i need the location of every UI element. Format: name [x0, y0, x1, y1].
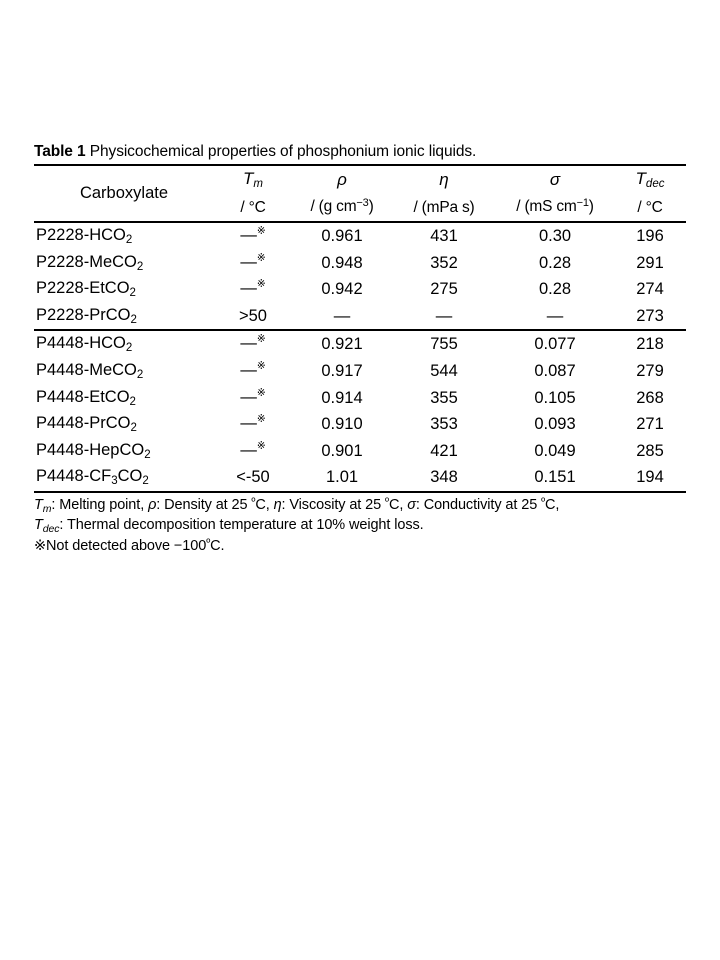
header-symbol-tdec: [614, 166, 686, 194]
header-unit-tm: [214, 194, 292, 221]
reference-mark-icon: ※: [256, 225, 266, 237]
footnote-eta-tail: C,: [388, 496, 408, 513]
cell-decomposition-temperature: 291: [636, 253, 664, 272]
cell-conductivity: 0.28: [538, 280, 572, 299]
cell-carboxylate: P4448-EtCO$_2$: [36, 387, 136, 408]
degree-icon-3: º: [541, 495, 546, 508]
cell-viscosity: 352: [430, 253, 458, 272]
cell-melting-point: —※: [240, 386, 266, 406]
table-row: [34, 464, 686, 491]
cell-density: 0.942: [321, 280, 363, 299]
header-symbol-sigma: [496, 166, 614, 194]
footnote-rho-tail: C,: [255, 496, 274, 513]
cell-viscosity: 355: [430, 388, 458, 407]
table-footnotes: [34, 493, 686, 558]
cell-conductivity: 0.077: [534, 335, 576, 354]
cell-conductivity: 0.087: [534, 361, 576, 380]
table-row: [34, 250, 686, 277]
footnote-rho-text: : Density at 25: [156, 496, 252, 513]
cell-decomposition-temperature: 279: [636, 361, 664, 380]
cell-carboxylate: P2228-MeCO$_2$: [36, 252, 144, 273]
cell-melting-point: <-50: [236, 468, 270, 487]
cell-viscosity: 544: [430, 361, 458, 380]
cell-decomposition-temperature: 273: [636, 306, 664, 325]
header-symbol-rho: [292, 166, 392, 194]
reference-mark-icon: ※: [256, 278, 266, 291]
unit-rho-exp: −3: [356, 197, 369, 209]
cell-viscosity: 348: [430, 468, 458, 487]
cell-melting-point: —※: [240, 278, 266, 298]
symbol-tm-sub: m: [253, 178, 263, 190]
table-row: [34, 223, 686, 250]
table-row: [34, 303, 686, 330]
unit-rho-tail: ): [368, 198, 374, 215]
degree-icon-4: º: [206, 536, 211, 549]
cell-carboxylate: $P2228-HCO_2$: [36, 226, 133, 246]
table-1-block: [34, 142, 686, 557]
symbol-rho: ρ: [337, 170, 347, 189]
unit-tdec: / °C: [637, 199, 663, 216]
table-caption-text: Physicochemical properties of phosphonium ionic liquids.: [89, 143, 477, 160]
header-row-symbols: [34, 166, 686, 194]
cell-conductivity: 0.093: [534, 415, 576, 434]
cell-conductivity: 0.151: [534, 468, 576, 487]
cell-carboxylate: P2228-PrCO$_2$: [36, 305, 137, 326]
footnote-rho-symbol: ρ: [148, 496, 157, 513]
degree-icon-1: º: [251, 495, 256, 508]
footnote-mark-text: ※Not detected above −100: [34, 537, 207, 554]
footnote-tdec-sub: dec: [42, 523, 60, 536]
cell-conductivity: 0.105: [534, 388, 576, 407]
table-caption-label: Table 1: [34, 143, 86, 160]
symbol-eta: η: [439, 170, 449, 189]
footnote-tm-text: : Melting point,: [51, 496, 149, 513]
reference-mark-icon: ※: [256, 251, 266, 264]
header-symbol-tm: [214, 166, 292, 194]
footnote-line-2: [34, 516, 686, 537]
reference-mark-icon: ※: [256, 386, 266, 399]
symbol-tdec-sub: dec: [645, 178, 665, 190]
table-header: [34, 166, 686, 221]
footnote-tdec-symbol: T: [34, 517, 43, 534]
cell-decomposition-temperature: 271: [636, 415, 664, 434]
table-caption: [34, 142, 686, 164]
cell-melting-point: >50: [239, 306, 267, 325]
unit-eta: / (mPa s): [413, 199, 475, 216]
table-row: [34, 358, 686, 385]
cell-melting-point: —※: [240, 359, 266, 379]
cell-carboxylate: $P4448-CF_3CO_2$: [36, 467, 149, 488]
table-row: [34, 276, 686, 303]
unit-rho: / (g cm: [310, 198, 357, 215]
header-unit-tdec: [614, 194, 686, 221]
cell-carboxylate: P4448-MeCO$_2$: [36, 360, 144, 381]
cell-viscosity: 755: [430, 335, 458, 354]
header-unit-eta: [392, 194, 496, 221]
cell-decomposition-temperature: 218: [636, 335, 664, 354]
cell-density: 0.917: [321, 361, 363, 380]
symbol-tdec: T: [635, 169, 646, 188]
cell-decomposition-temperature: 196: [636, 227, 664, 245]
cell-viscosity: 421: [430, 441, 458, 460]
footnote-tdec-text: : Thermal decomposition temperature at 10% weight loss.: [59, 517, 424, 534]
cell-conductivity: 0.30: [538, 227, 572, 245]
cell-decomposition-temperature: 274: [636, 280, 664, 299]
cell-decomposition-temperature: 285: [636, 441, 664, 460]
footnote-tm-sub: m: [42, 502, 52, 515]
cell-density: 0.948: [321, 253, 363, 272]
symbol-sigma: σ: [549, 170, 561, 189]
table-body-group-1: [34, 223, 686, 329]
symbol-tm: T: [243, 169, 254, 188]
header-carboxylate: Carboxylate: [79, 184, 169, 202]
footnote-line-1: [34, 496, 686, 517]
cell-viscosity: —: [435, 306, 453, 325]
footnote-sigma-symbol: σ: [407, 496, 416, 513]
footnote-eta-symbol: η: [273, 496, 282, 513]
cell-melting-point: —※: [240, 439, 266, 459]
cell-density: 0.961: [321, 227, 363, 245]
table-row: [34, 411, 686, 438]
degree-icon-2: º: [385, 495, 389, 508]
header-unit-rho: [292, 194, 392, 221]
cell-melting-point: —※: [240, 251, 266, 271]
cell-density: 0.914: [321, 388, 363, 407]
cell-decomposition-temperature: 194: [636, 468, 664, 487]
cell-viscosity: 431: [430, 227, 458, 245]
cell-density: —: [333, 306, 351, 325]
cell-conductivity: 0.049: [534, 441, 576, 460]
table-row: [34, 331, 686, 358]
cell-density: 0.921: [321, 335, 363, 354]
unit-sigma-exp: −1: [576, 197, 589, 209]
cell-conductivity: 0.28: [538, 253, 572, 272]
footnote-eta-text: : Viscosity at 25: [281, 496, 386, 513]
table-body-group-2: [34, 331, 686, 491]
cell-melting-point: —※: [240, 225, 266, 244]
table-row: [34, 385, 686, 412]
cell-viscosity: 275: [430, 280, 458, 299]
footnote-sigma-tail: C,: [545, 496, 560, 513]
cell-viscosity: 353: [430, 415, 458, 434]
reference-mark-icon: ※: [256, 333, 266, 346]
cell-melting-point: —※: [240, 413, 266, 433]
footnote-mark-tail: C.: [210, 537, 225, 554]
reference-mark-icon: ※: [256, 439, 266, 452]
cell-conductivity: —: [546, 306, 564, 325]
reference-mark-icon: ※: [256, 359, 266, 372]
header-unit-sigma: [496, 194, 614, 221]
reference-mark-icon: ※: [256, 413, 266, 426]
cell-carboxylate: $P4448-HCO_2$: [36, 334, 133, 355]
footnote-sigma-text: : Conductivity at 25: [415, 496, 542, 513]
cell-carboxylate: P4448-HepCO$_2$: [36, 440, 151, 461]
cell-density: 0.910: [321, 415, 363, 434]
cell-melting-point: —※: [240, 333, 266, 353]
footnote-line-3: [34, 537, 686, 558]
unit-sigma-tail: ): [588, 198, 594, 215]
cell-density: 1.01: [325, 468, 359, 487]
header-symbol-eta: [392, 166, 496, 194]
table-row: [34, 438, 686, 465]
unit-tm: / °C: [240, 199, 266, 216]
cell-decomposition-temperature: 268: [636, 388, 664, 407]
cell-carboxylate: P2228-EtCO$_2$: [36, 279, 136, 300]
cell-density: 0.901: [321, 441, 363, 460]
footnote-tm-symbol: T: [34, 496, 43, 513]
cell-carboxylate: P4448-PrCO$_2$: [36, 414, 137, 435]
unit-sigma: / (mS cm: [516, 198, 577, 215]
